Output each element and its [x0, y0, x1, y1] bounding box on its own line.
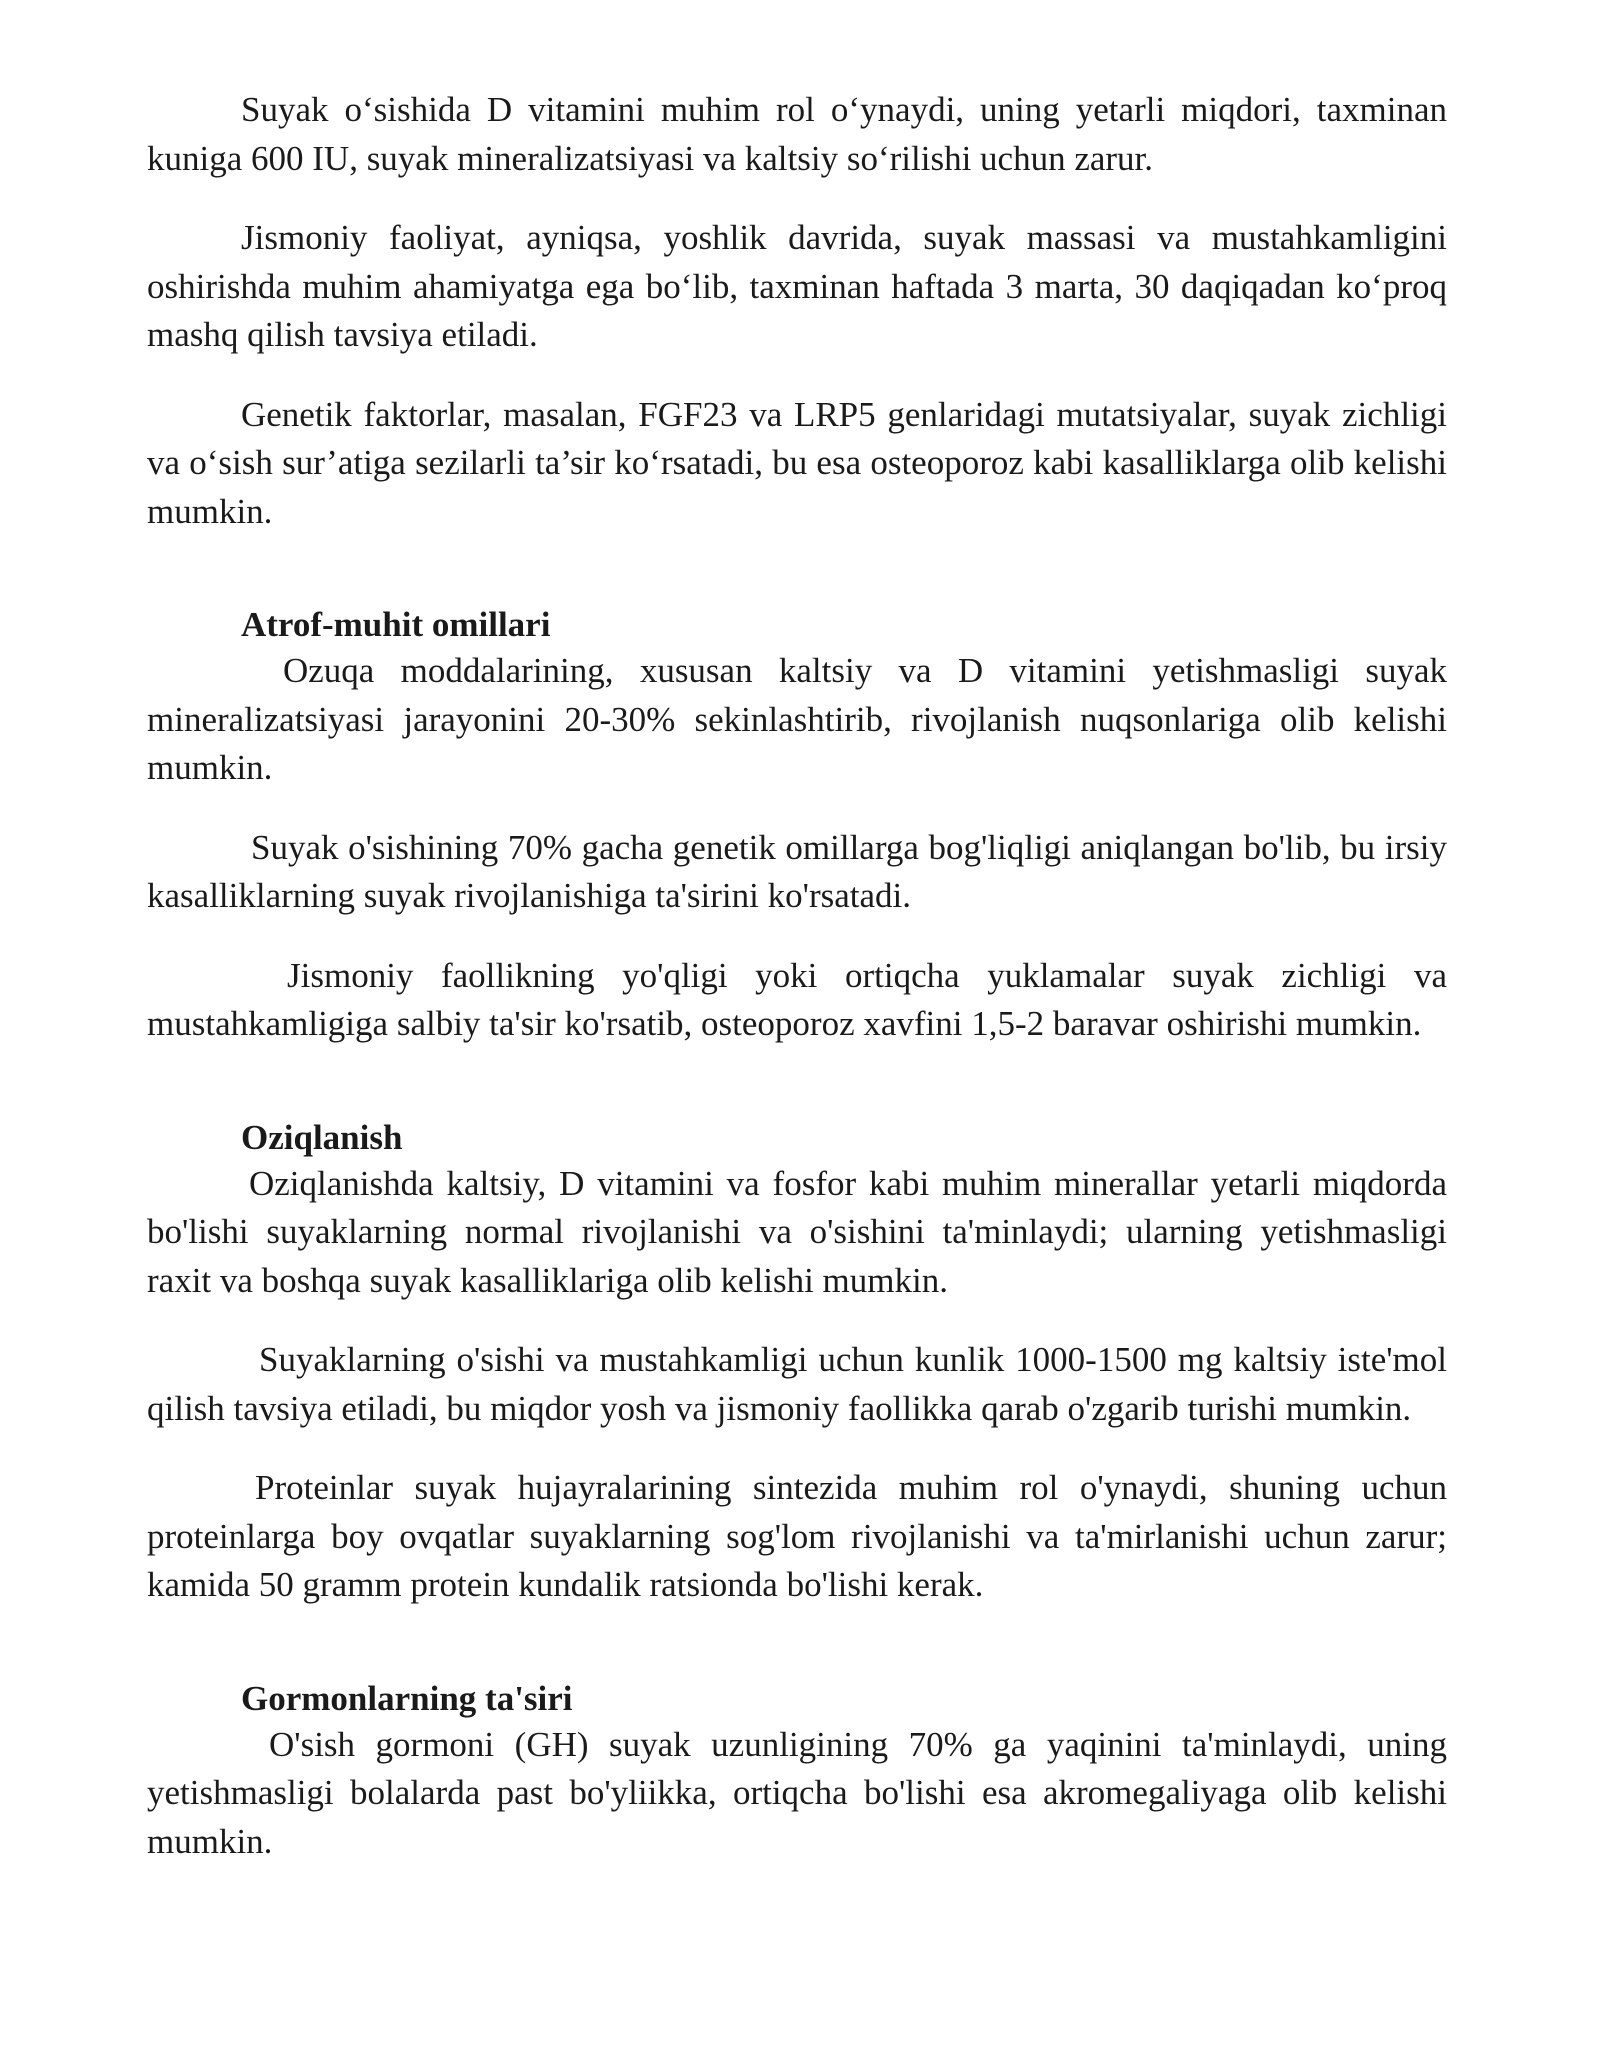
document-page	[147, 86, 1447, 1897]
section-heading-gormonlar: Gormonlarning ta'siri	[241, 1678, 573, 1718]
paragraph-kaltsiy-istemol: Suyaklarning o'sishi va mustahkamligi uchun kunlik 1000-1500 mg kaltsiy iste'mol qilish tavsiya etiladi, bu miqdor yosh va jismoniy faollikka qarab o'zgarib turishi mumkin.	[147, 1340, 1447, 1428]
section-spacer	[147, 567, 1447, 603]
paragraph-d-vitamin: Suyak o‘sishida D vitamini muhim rol o‘ynaydi, uning yetarli miqdori, taxminan kuniga 600 IU, suyak mineralizatsiyasi va kaltsiy so‘rilishi uchun zarur.	[147, 90, 1447, 178]
section-spacer	[147, 1641, 1447, 1677]
paragraph-genetik-faktorlar: Genetik faktorlar, masalan, FGF23 va LRP5 genlaridagi mutatsiyalar, suyak zichligi va o‘sish sur’atiga sezilarli ta’sir ko‘rsatadi, bu esa osteoporoz kabi kasalliklarga olib kelishi mumkin.	[147, 394, 1447, 531]
paragraph-proteinlar: Proteinlar suyak hujayralarining sintezida muhim rol o'ynaydi, shuning uchun proteinlarga boy ovqatlar suyaklarning sog'lom rivojlanishi va ta'mirlanishi uchun zarur; kamida 50 gramm protein kundalik ratsionda bo'lishi kerak.	[147, 1468, 1447, 1604]
section-heading-oziqlanish: Oziqlanish	[241, 1117, 403, 1157]
paragraph-ozuqa-moddalari: Ozuqa moddalarining, xususan kaltsiy va D vitamini yetishmasligi suyak mineralizatsiyasi jarayonini 20-30% sekinlashtirib, rivojlanish nuqsonlariga olib kelishi mumkin.	[147, 651, 1447, 787]
paragraph-genetik-omillar: Suyak o'sishining 70% gacha genetik omillarga bog'liqligi aniqlangan bo'lib, bu irsiy kasalliklarning suyak rivojlanishiga ta'sirini ko'rsatadi.	[147, 827, 1447, 915]
paragraph-osish-gormoni: O'sish gormoni (GH) suyak uzunligining 70% ga yaqinini ta'minlaydi, uning yetishmasligi bolalarda past bo'yliikka, ortiqcha bo'lishi esa akromegaliyaga olib kelishi mumkin.	[147, 1724, 1447, 1861]
section-heading-atrof-muhit: Atrof-muhit omillari	[241, 605, 551, 644]
section-spacer	[147, 1080, 1447, 1116]
paragraph-minerallar: Oziqlanishda kaltsiy, D vitamini va fosfor kabi muhim minerallar yetarli miqdorda bo'lishi suyaklarning normal rivojlanishi va o'sishini ta'minlaydi; ularning yetishmasligi raxit va boshqa suyak kasalliklariga olib kelishi mumkin.	[147, 1163, 1447, 1300]
paragraph-jismoniy-faollik: Jismoniy faollikning yo'qligi yoki ortiqcha yuklamalar suyak zichligi va mustahkamligiga salbiy ta'sir ko'rsatib, osteoporoz xavfini 1,5-2 baravar oshirishi mumkin.	[147, 955, 1447, 1043]
paragraph-jismoniy-faoliyat: Jismoniy faoliyat, ayniqsa, yoshlik davrida, suyak massasi va mustahkamligini oshirishda muhim ahamiyatga ega bo‘lib, taxminan haftada 3 marta, 30 daqiqadan ko‘proq mashq qilish tavsiya etiladi.	[147, 218, 1447, 354]
